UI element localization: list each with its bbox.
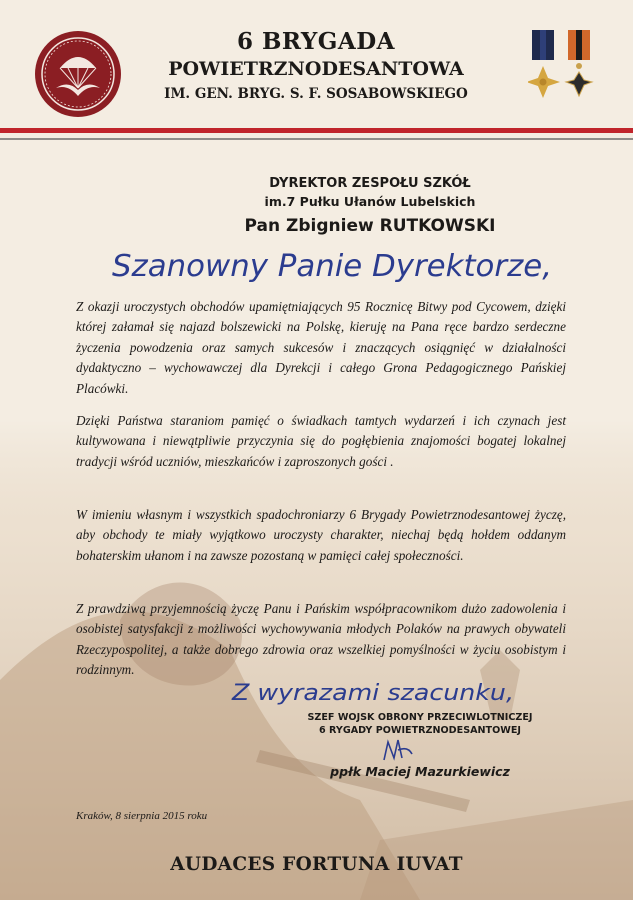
header-red-rule bbox=[0, 128, 633, 133]
recipient-title: DYREKTOR ZESPOŁU SZKÓŁ bbox=[269, 176, 471, 191]
body-paragraph: Z okazji uroczystych obchodów upamiętniających 95 Rocznicę Bitwy pod Cycowem, dzięki której załamał się najazd bolszewicki na Polskę, kieruję na Pana ręce bardzo serdeczne życzenia powodzenia oraz samych sukcesów i znaczących osiągnięć w działalności dydaktyczno – wychowawczej dla Dyrekcji i całego Grona Pedagogicznego Pańskiej Placówki. bbox=[76, 299, 566, 396]
motto: AUDACES FORTUNA IUVAT bbox=[170, 854, 463, 875]
place-and-date: Kraków, 8 sierpnia 2015 roku bbox=[76, 810, 208, 822]
letterhead bbox=[0, 0, 633, 140]
handwritten-closing bbox=[226, 672, 526, 712]
body-paragraph: W imieniu własnym i wszystkich spadochroniarzy 6 Brygady Powietrznodesantowej życzę, aby obchody te miały wyjątkowo uroczysty charakter, niechaj będą hołdem oddanym bohaterskim ułanom i na zawsze pozostaną w pamięci całej społeczności. bbox=[76, 507, 566, 563]
signatory-position-line1: SZEF WOJSK OBRONY PRZECIWLOTNICZEJ bbox=[307, 712, 533, 723]
signatory-position-line2: 6 RYGADY POWIETRZNODESANTOWEJ bbox=[319, 725, 521, 736]
header-title-line3: IM. GEN. BRYG. S. F. SOSABOWSKIEGO bbox=[164, 86, 468, 102]
header-title-line2: POWIETRZNODESANTOWA bbox=[168, 58, 464, 80]
header-grey-rule bbox=[0, 138, 633, 140]
svg-text:Z wyrazami szacunku,: Z wyrazami szacunku, bbox=[230, 681, 514, 706]
recipient-institution: im.7 Pułku Ułanów Lubelskich bbox=[264, 194, 476, 209]
medals-icon bbox=[528, 30, 598, 112]
handwritten-greeting bbox=[96, 236, 576, 296]
signature-mark bbox=[378, 736, 418, 764]
parachute-emblem-icon bbox=[34, 30, 122, 118]
signatory-name: ppłk Maciej Mazurkiewicz bbox=[330, 764, 510, 779]
body-paragraph: Dzięki Państwa staraniom pamięć o świadkach tamtych wydarzeń i ich czynach jest kultywowana i niewątpliwie przyczynia się do pogłębienia znajomości bogatej lokalnej tradycji wśród uczniów, mieszkańców i zaproszonych gości . bbox=[76, 413, 566, 469]
header-title-line1: 6 BRYGADA bbox=[236, 28, 396, 55]
recipient-name: Pan Zbigniew RUTKOWSKI bbox=[244, 216, 496, 236]
svg-text:Szanowny Panie Dyrektorze,: Szanowny Panie Dyrektorze, bbox=[112, 249, 552, 284]
body-paragraph: Z prawdziwą przyjemnością życzę Panu i Pańskim współpracownikom dużo zadowolenia i osobistej satysfakcji z możliwości wychowywania młodych Polaków na prawych obywateli Rzeczypospolitej, a także dobrego zdrowia oraz wszelkiej pomyślności w życiu osobistym i rodzinnym. bbox=[76, 601, 566, 678]
